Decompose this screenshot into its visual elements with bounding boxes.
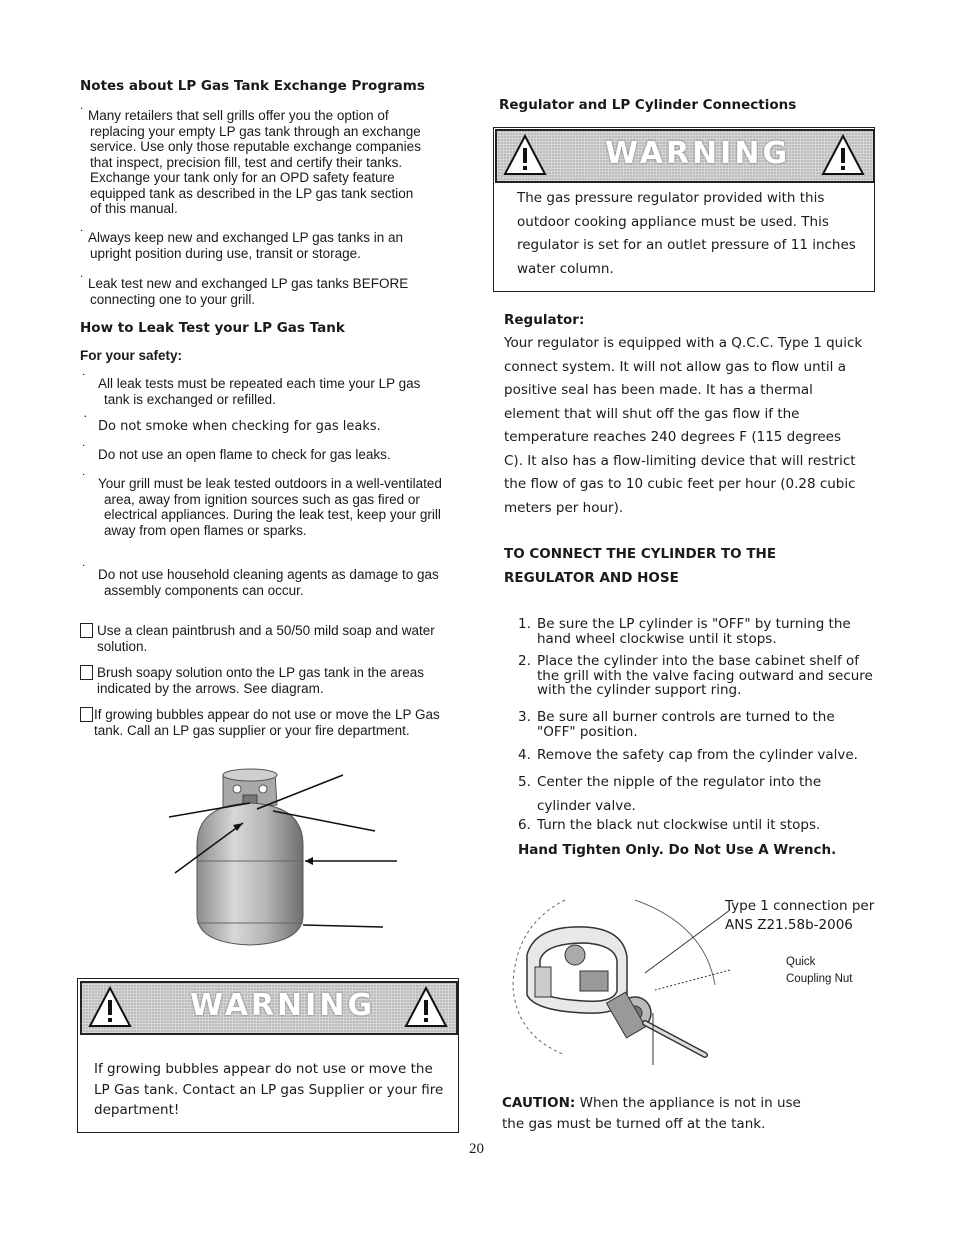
diagram-label-type1: Type 1 connection per ANS Z21.58b-2006 xyxy=(725,898,875,933)
checkbox-item-2: Brush soapy solution onto the LP gas tank in the areas indicated by the arrows. See diagram. xyxy=(80,665,450,696)
warning-text-right: The gas pressure regulator provided with this outdoor cooking appliance must be used. This regulator is set for an outlet pressure of 11 inches water column. xyxy=(517,190,856,277)
caution-note: CAUTION: When the appliance is not in use the gas must be turned off at the tank. xyxy=(502,1095,801,1132)
warning-triangle-icon xyxy=(88,986,132,1028)
safety-bullet-2: ˙ Do not smoke when checking for gas leaks. xyxy=(82,415,381,434)
connect-heading-line2: REGULATOR AND HOSE xyxy=(504,570,679,586)
page-number: 20 xyxy=(469,1141,484,1157)
connect-heading-line1: TO CONNECT THE CYLINDER TO THE xyxy=(504,546,777,562)
warning-banner-left xyxy=(80,981,458,1035)
checkbox-icon xyxy=(80,665,93,680)
safety-bullet-4: ˙ Your grill must be leak tested outdoors in a well-ventilated area, away from ignition sources such as gas fired or electrical appliances. During the leak test, keep your grill away from open flames or sparks. xyxy=(82,472,442,538)
diagram-label-quick-coupling: Quick Coupling Nut xyxy=(786,956,853,985)
tank-body xyxy=(197,769,303,945)
exchange-bullet-1: ˙ Many retailers that sell grills offer you the option of replacing your empty LP gas tank through an exchange service. Use only those reputable exchange companies that inspect, precision fill, test and certify their tanks. Exchange your tank only for an OPD safety feature equipped tank as described in the LP gas tank section of this manual. xyxy=(80,106,421,216)
warning-triangle-icon xyxy=(404,986,448,1028)
warning-triangle-icon xyxy=(821,134,865,176)
safety-bullet-1: ˙ All leak tests must be repeated each time your LP gas tank is exchanged or refilled. xyxy=(82,372,421,407)
exchange-heading: Notes about LP Gas Tank Exchange Programs xyxy=(80,78,425,94)
checkbox-icon xyxy=(80,623,93,638)
safety-bullet-3: ˙ Do not use an open flame to check for gas leaks. xyxy=(82,443,391,462)
regulator-subheading: Regulator: xyxy=(504,312,585,328)
warning-triangle-icon xyxy=(503,134,547,176)
lp-tank-diagram xyxy=(165,765,400,950)
regulator xyxy=(606,992,705,1055)
warning-word-right: WARNING xyxy=(605,136,791,171)
exchange-bullet-3: ˙ Leak test new and exchanged LP gas tanks BEFORE connecting one to your grill. xyxy=(80,274,409,307)
exchange-bullet-2: ˙ Always keep new and exchanged LP gas tanks in an upright position during use, transit or storage. xyxy=(80,228,403,261)
hand-tighten-note: Hand Tighten Only. Do Not Use A Wrench. xyxy=(518,842,837,858)
safety-subheading: For your safety: xyxy=(80,348,183,363)
regulator-heading: Regulator and LP Cylinder Connections xyxy=(499,97,797,113)
safety-bullet-5: ˙ Do not use household cleaning agents as damage to gas assembly components can occur. xyxy=(82,563,439,598)
regulator-paragraph: Your regulator is equipped with a Q.C.C. Type 1 quick connect system. It will not allow gas to flow until a positive seal has been made. It has a thermal element that will shut off the gas flow if the temperature reaches 240 degrees F (115 degrees C). It also has a flow-limiting device that will restrict the flow of gas to 10 cubic feet per hour (0.28 cubic meters per hour). xyxy=(504,335,863,516)
leak-test-heading: How to Leak Test your LP Gas Tank xyxy=(80,320,345,336)
warning-word-left: WARNING xyxy=(190,988,376,1023)
regulator-diagram xyxy=(505,895,735,1075)
checkbox-item-1: Use a clean paintbrush and a 50/50 mild soap and water solution. xyxy=(80,623,440,654)
caution-label: CAUTION: xyxy=(502,1095,576,1111)
warning-banner-right xyxy=(495,129,875,183)
warning-text-left: If growing bubbles appear do not use or move the LP Gas tank. Contact an LP gas Supplier or your fire department! xyxy=(94,1061,444,1118)
checkbox-icon xyxy=(80,707,93,722)
checkbox-item-3: If growing bubbles appear do not use or move the LP Gas tank. Call an LP gas supplier or your fire department. xyxy=(80,707,445,738)
